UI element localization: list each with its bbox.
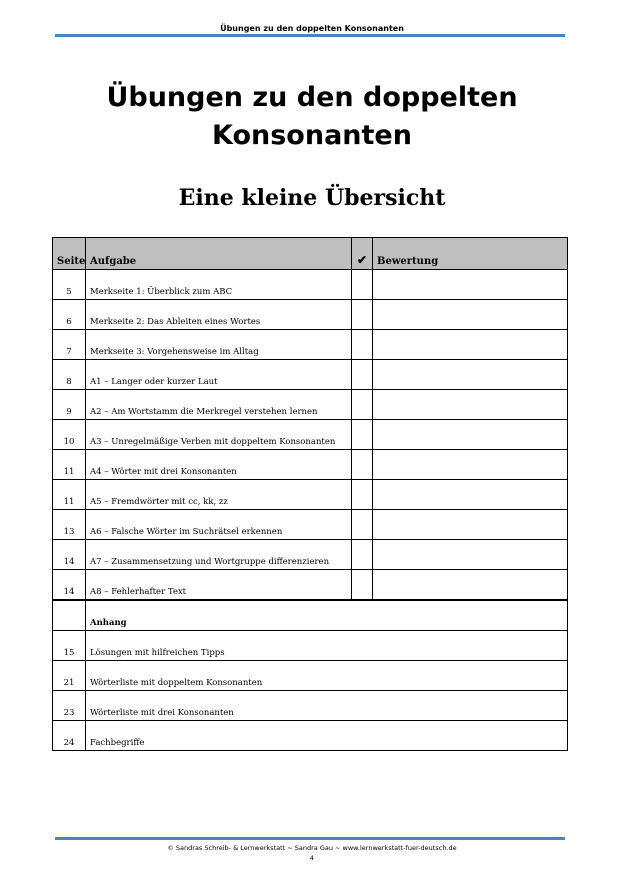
table-row xyxy=(53,390,568,420)
row-page: 6 xyxy=(53,300,86,330)
row-rating[interactable] xyxy=(373,480,568,510)
table-row xyxy=(53,480,568,510)
row-rating[interactable] xyxy=(373,570,568,601)
row-task: Merkseite 1: Überblick zum ABC xyxy=(86,270,352,300)
row-rating[interactable] xyxy=(373,360,568,390)
page-title xyxy=(0,79,624,155)
row-task: A5 – Fremdwörter mit cc, kk, zz xyxy=(86,480,352,510)
row-rating[interactable] xyxy=(373,390,568,420)
header-bewertung: Bewertung xyxy=(373,238,568,270)
row-page: 15 xyxy=(53,631,86,661)
row-checkbox[interactable] xyxy=(352,360,373,390)
row-task: A6 – Falsche Wörter im Suchrätsel erkennen xyxy=(86,510,352,540)
row-page: 14 xyxy=(53,540,86,570)
row-task: Wörterliste mit drei Konsonanten xyxy=(86,691,568,721)
row-page: 11 xyxy=(53,480,86,510)
row-task: A1 – Langer oder kurzer Laut xyxy=(86,360,352,390)
row-task: Merkseite 3: Vorgehensweise im Alltag xyxy=(86,330,352,360)
row-rating[interactable] xyxy=(373,330,568,360)
page-subtitle: Eine kleine Übersicht xyxy=(178,185,446,211)
header-seite: Seite xyxy=(53,238,86,270)
row-checkbox[interactable] xyxy=(352,510,373,540)
row-page: 9 xyxy=(53,390,86,420)
row-checkbox[interactable] xyxy=(352,420,373,450)
appendix-label: Anhang xyxy=(86,600,568,631)
footer-copyright: © Sandras Schreib- & Lernwerkstatt ~ Sandra Gau ~ www.lernwerkstatt-fuer-deutsch.de xyxy=(167,844,457,852)
row-task: A4 – Wörter mit drei Konsonanten xyxy=(86,450,352,480)
row-rating[interactable] xyxy=(373,450,568,480)
appendix-header-row xyxy=(53,600,568,631)
header-check: ✔ xyxy=(352,238,373,270)
row-rating[interactable] xyxy=(373,300,568,330)
table-row xyxy=(53,270,568,300)
row-task: A7 – Zusammensetzung und Wortgruppe differenzieren xyxy=(86,540,352,570)
row-page: 23 xyxy=(53,691,86,721)
table-header-row xyxy=(53,238,568,270)
page-number: 4 xyxy=(309,854,315,862)
row-page: 24 xyxy=(53,721,86,751)
title-line-2: Konsonanten xyxy=(212,120,412,151)
table-row xyxy=(53,420,568,450)
row-task: Wörterliste mit doppeltem Konsonanten xyxy=(86,661,568,691)
table-row xyxy=(53,570,568,601)
row-checkbox[interactable] xyxy=(352,480,373,510)
appendix-row xyxy=(53,661,568,691)
row-checkbox[interactable] xyxy=(352,540,373,570)
table-row xyxy=(53,360,568,390)
table-row xyxy=(53,300,568,330)
row-page: 13 xyxy=(53,510,86,540)
overview-table xyxy=(52,237,568,751)
table-row xyxy=(53,540,568,570)
row-checkbox[interactable] xyxy=(352,450,373,480)
row-checkbox[interactable] xyxy=(352,270,373,300)
row-checkbox[interactable] xyxy=(352,300,373,330)
row-rating[interactable] xyxy=(373,270,568,300)
row-checkbox[interactable] xyxy=(352,570,373,601)
appendix-row xyxy=(53,721,568,751)
footer-rule xyxy=(55,837,565,840)
row-page: 7 xyxy=(53,330,86,360)
row-page: 11 xyxy=(53,450,86,480)
row-page: 14 xyxy=(53,570,86,601)
header-rule xyxy=(55,34,565,37)
table-row xyxy=(53,510,568,540)
row-task: A8 – Fehlerhafter Text xyxy=(86,570,352,601)
appendix-row xyxy=(53,631,568,661)
row-page: 10 xyxy=(53,420,86,450)
appendix-row xyxy=(53,691,568,721)
row-page: 8 xyxy=(53,360,86,390)
table-row xyxy=(53,450,568,480)
table-row xyxy=(53,330,568,360)
running-header: Übungen zu den doppelten Konsonanten xyxy=(220,24,404,33)
row-page: 21 xyxy=(53,661,86,691)
row-rating[interactable] xyxy=(373,540,568,570)
row-task: Lösungen mit hilfreichen Tipps xyxy=(86,631,568,661)
row-task: A3 – Unregelmäßige Verben mit doppeltem Konsonanten xyxy=(86,420,352,450)
row-task: Merkseite 2: Das Ableiten eines Wortes xyxy=(86,300,352,330)
title-line-1: Übungen zu den doppelten xyxy=(106,82,518,113)
row-task: A2 – Am Wortstamm die Merkregel verstehen lernen xyxy=(86,390,352,420)
row-rating[interactable] xyxy=(373,510,568,540)
row-task: Fachbegriffe xyxy=(86,721,568,751)
header-aufgabe: Aufgabe xyxy=(86,238,352,270)
row-page: 5 xyxy=(53,270,86,300)
row-checkbox[interactable] xyxy=(352,330,373,360)
row-rating[interactable] xyxy=(373,420,568,450)
row-checkbox[interactable] xyxy=(352,390,373,420)
